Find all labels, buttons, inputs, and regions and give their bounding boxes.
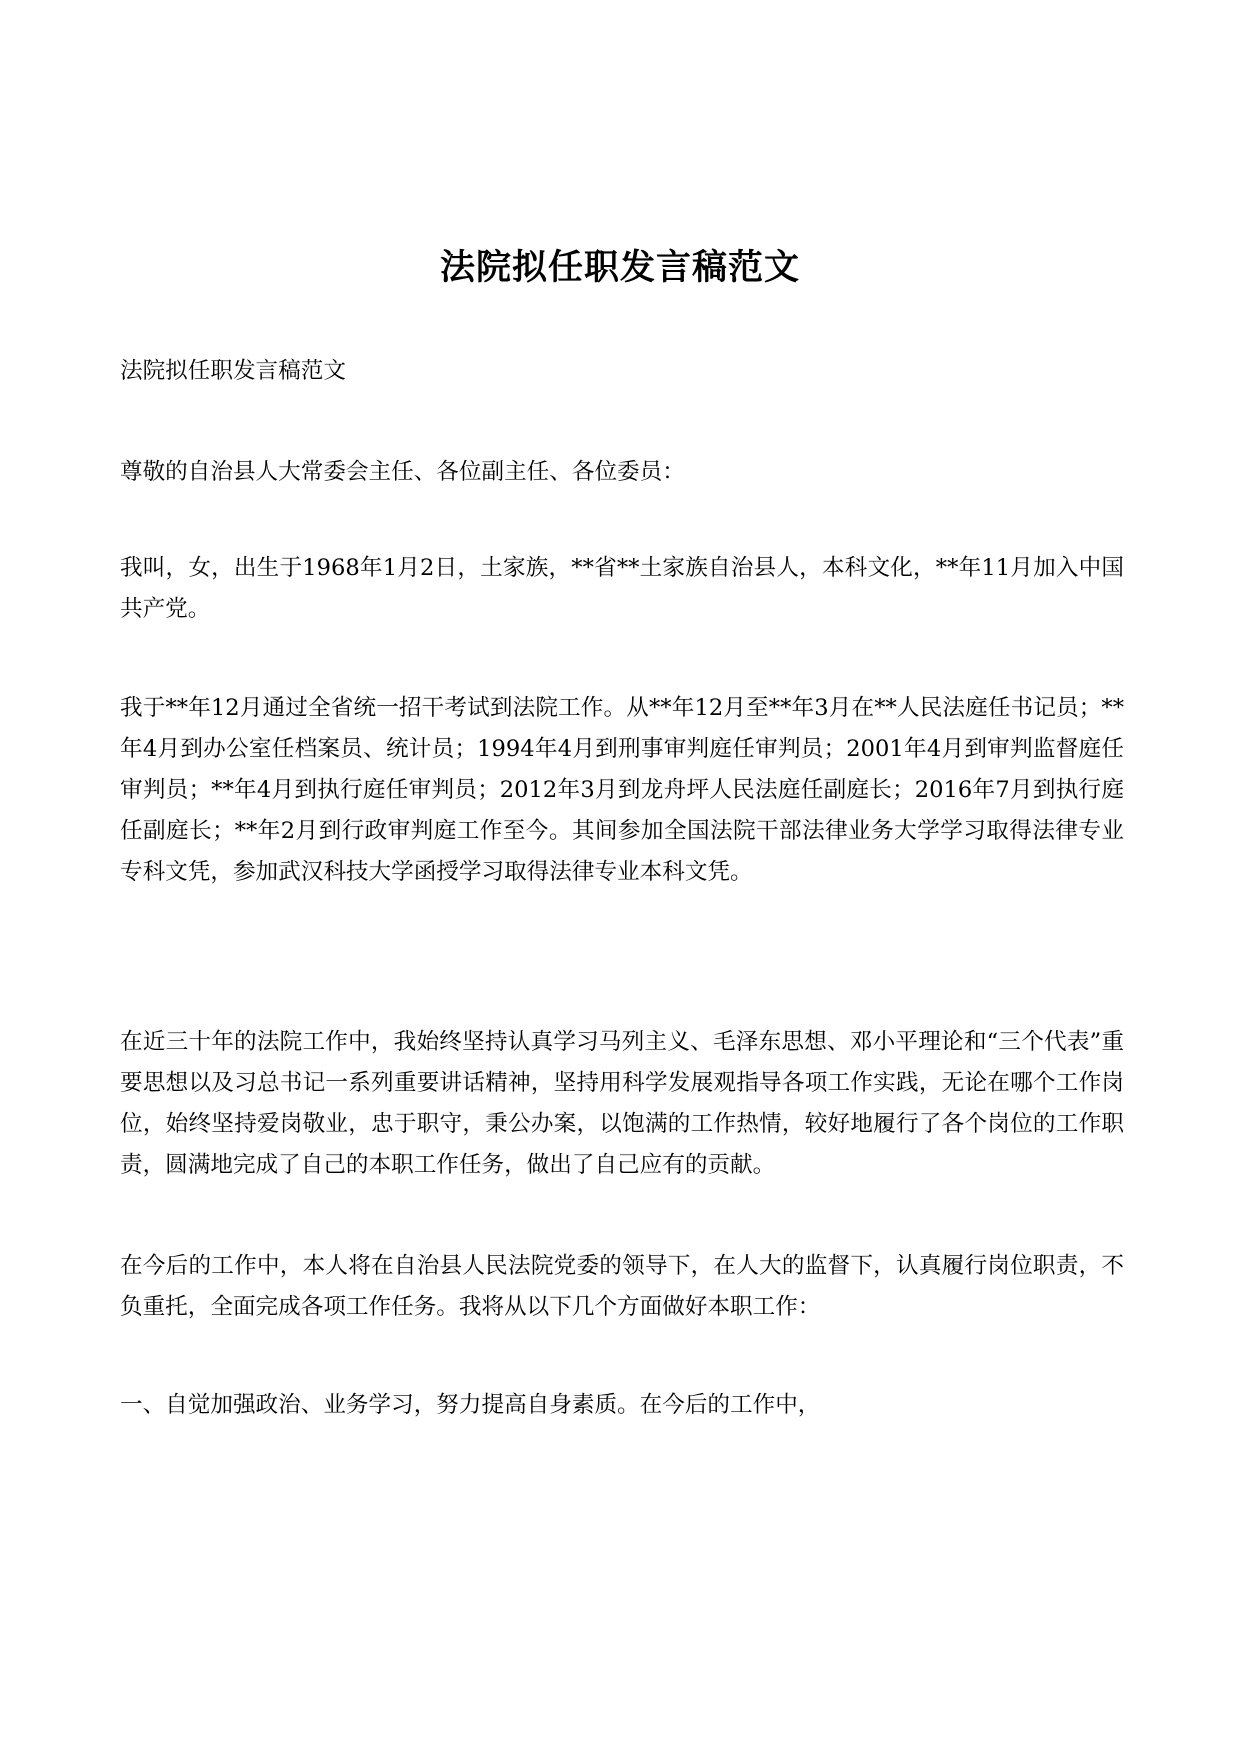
paragraph-point-one: 一、自觉加强政治、业务学习，努力提高自身素质。在今后的工作中， <box>120 1392 821 1418</box>
paragraph-personal-info: 我叫，女，出生于1968年1月2日，土家族，**省**土家族自治县人，本科文化，**年11月加入中国共产党。 <box>120 555 1124 622</box>
document-title: 法院拟任职发言稿范文 <box>439 247 800 289</box>
paragraph-work-history: 我于**年12月通过全省统一招干考试到法院工作。从**年12月至**年3月在**人民法庭任书记员；**年4月到办公室任档案员、统计员；1994年4月到刑事审判庭任审判员；2001年4月到审判监督庭任审判员；**年4月到执行庭任审判员；2012年3月到龙舟坪人民法庭任副庭长；2016年7月到执行庭任副庭长；**年2月到行政审判庭工作至今。其间参加全国法院干部法律业务大学学习取得法律专业专科文凭，参加武汉科技大学函授学习取得法律专业本科文凭。 <box>120 695 1124 885</box>
document-subtitle: 法院拟任职发言稿范文 <box>120 358 346 384</box>
salutation: 尊敬的自治县人大常委会主任、各位副主任、各位委员： <box>120 459 685 485</box>
paragraph-future-commitment: 在今后的工作中，本人将在自治县人民法院党委的领导下，在人大的监督下，认真履行岗位职责，不负重托，全面完成各项工作任务。我将从以下几个方面做好本职工作： <box>120 1253 1124 1320</box>
paragraph-work-performance: 在近三十年的法院工作中，我始终坚持认真学习马列主义、毛泽东思想、邓小平理论和“三个代表”重要思想以及习总书记一系列重要讲话精神，坚持用科学发展观指导各项工作实践，无论在哪个工作岗位，始终坚持爱岗敬业，忠于职守，秉公办案，以饱满的工作热情，较好地履行了各个岗位的工作职责，圆满地完成了自己的本职工作任务，做出了自己应有的贡献。 <box>120 1029 1124 1178</box>
